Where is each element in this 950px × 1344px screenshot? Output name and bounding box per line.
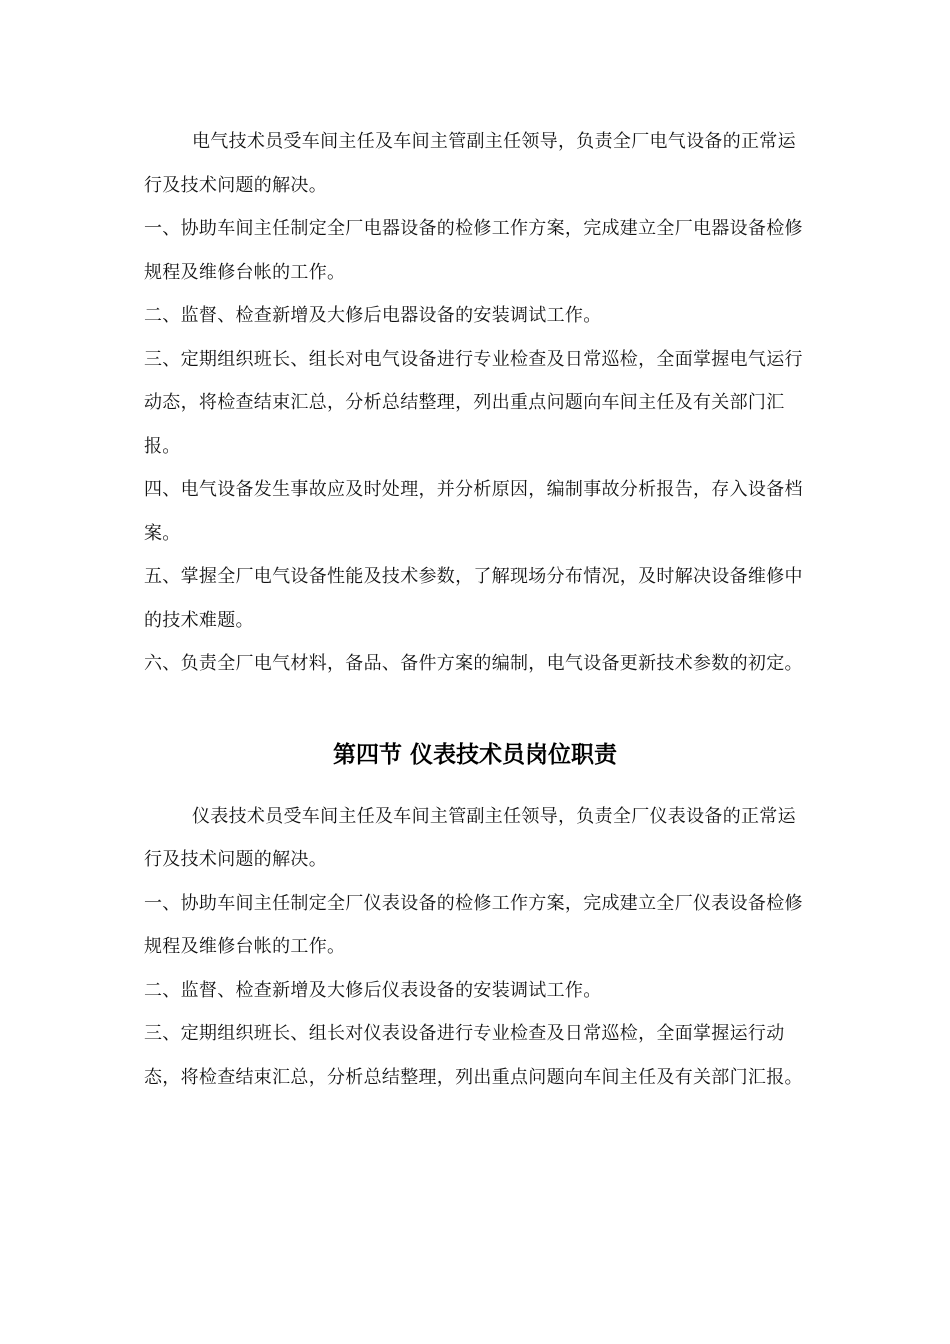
- section3-item-3: 三、定期组织班长、组长对电气设备进行专业检查及日常巡检，全面掌握电气运行动态，将检查结束汇总，分析总结整理，列出重点问题向车间主任及有关部门汇报。: [144, 348, 803, 457]
- section3-item-5: 五、掌握全厂电气设备性能及技术参数，了解现场分布情况，及时解决设备维修中的技术难题。: [144, 566, 803, 631]
- section3-intro: 电气技术员受车间主任及车间主管副主任领导，负责全厂电气设备的正常运行及技术问题的解决。: [144, 131, 796, 196]
- section4-item-3: 三、定期组织班长、组长对仪表设备进行专业检查及日常巡检，全面掌握运行动态，将检查结束汇总，分析总结整理，列出重点问题向车间主任及有关部门汇报。: [144, 1023, 803, 1088]
- section3-item-6: 六、负责全厂电气材料，备品、备件方案的编制，电气设备更新技术参数的初定。: [144, 653, 803, 674]
- section3-item-4: 四、电气设备发生事故应及时处理，并分析原因，编制事故分析报告，存入设备档案。: [144, 479, 803, 544]
- section4-item-1: 一、协助车间主任制定全厂仪表设备的检修工作方案，完成建立全厂仪表设备检修规程及维修台帐的工作。: [144, 892, 803, 957]
- section3-item-1: 一、协助车间主任制定全厂电器设备的检修工作方案，完成建立全厂电器设备检修规程及维修台帐的工作。: [144, 218, 803, 283]
- section4-heading: 第四节 仪表技术员岗位职责: [332, 741, 617, 768]
- section4-intro: 仪表技术员受车间主任及车间主管副主任领导，负责全厂仪表设备的正常运行及技术问题的解决。: [144, 805, 796, 870]
- section4-item-2: 二、监督、检查新增及大修后仪表设备的安装调试工作。: [144, 979, 602, 1001]
- document-body: [144, 120, 806, 1099]
- section3-item-2: 二、监督、检查新增及大修后电器设备的安装调试工作。: [144, 305, 602, 326]
